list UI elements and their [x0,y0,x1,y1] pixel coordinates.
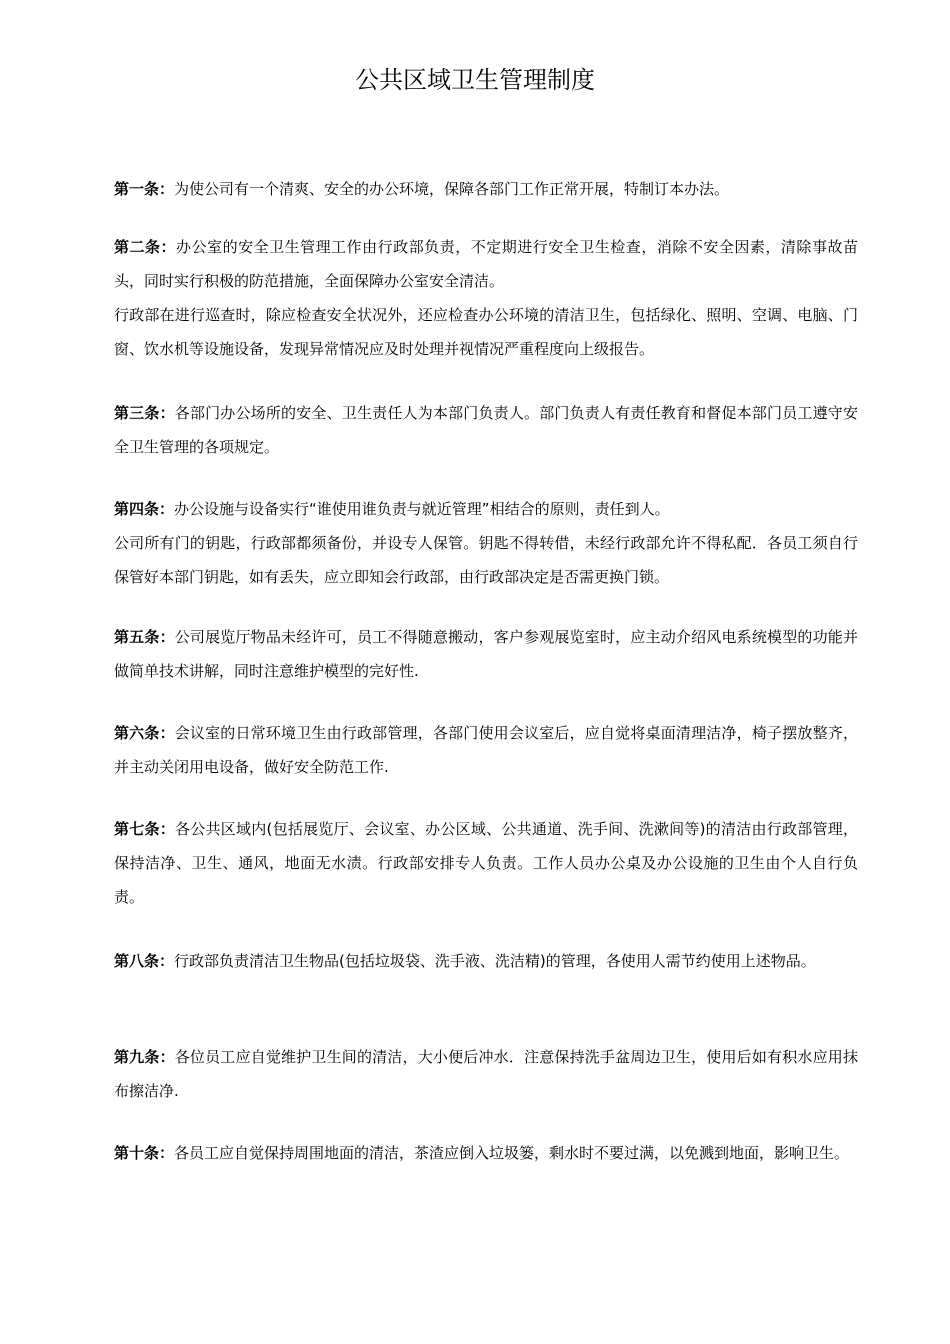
article-4 [114,492,858,594]
article-text: 行政部负责清洁卫生物品(包括垃圾袋、洗手液、洗洁精)的管理，各使用人需节约使用上述物品。 [174,952,816,970]
article-6 [114,716,858,784]
article-text: 各部门办公场所的安全、卫生责任人为本部门负责人。部门负责人有责任教育和督促本部门员工遵守安全卫生管理的各项规定。 [114,404,858,456]
article-text: 为使公司有一个清爽、安全的办公环境，保障各部门工作正常开展，特制订本办法。 [174,180,730,198]
article-separator: ： [160,238,177,256]
article-label: 第九条 [114,1048,160,1066]
article-label: 第一条 [114,180,160,198]
article-label: 第八条 [114,952,160,970]
article-text: 公司展览厅物品未经许可，员工不得随意搬动，客户参观展览室时，应主动介绍风电系统模型的功能并做简单技术讲解，同时注意维护模型的完好性. [114,628,858,680]
article-subparagraph: 行政部在进行巡查时，除应检查安全状况外，还应检查办公环境的清洁卫生，包括绿化、照明、空调、电脑、门窗、饮水机等设施设备，发现异常情况应及时处理并视情况严重程度向上级报告。 [114,306,858,358]
article-text: 各员工应自觉保持周围地面的清洁，茶渣应倒入垃圾篓，剩水时不要过满，以免溅到地面，影响卫生。 [174,1144,850,1162]
article-text: 各公共区域内(包括展览厅、会议室、办公区域、公共通道、洗手间、洗漱间等)的清洁由行政部管理，保持洁净、卫生、通风，地面无水渍。行政部安排专人负责。工作人员办公桌及办公设施的卫生由个人自行负责。 [114,820,858,906]
article-text: 办公室的安全卫生管理工作由行政部负责，不定期进行安全卫生检查，消除不安全因素，清除事故苗头，同时实行积极的防范措施，全面保障办公室安全清洁。 [114,238,858,290]
article-separator: ： [159,952,175,970]
article-text: 办公设施与设备实行“谁使用谁负责与就近管理”相结合的原则，责任到人。 [174,500,670,518]
article-separator: ： [159,404,175,422]
article-separator: ： [159,628,175,646]
page-title: 公共区域卫生管理制度 [355,66,595,94]
article-label: 第十条 [114,1144,160,1162]
article-text: 各位员工应自觉维护卫生间的清洁，大小便后冲水．注意保持洗手盆周边卫生，使用后如有积水应用抹布擦洁净. [114,1048,858,1100]
article-separator: ： [159,180,175,198]
article-label: 第三条 [114,404,160,422]
article-7 [114,812,858,914]
article-subparagraph: 公司所有门的钥匙，行政部都须备份，并设专人保管。钥匙不得转借，未经行政部允许不得私配．各员工须自行保管好本部门钥匙，如有丢失，应立即知会行政部，由行政部决定是否需更换门锁。 [114,534,858,586]
article-3 [114,396,858,464]
article-label: 第二条 [114,238,161,256]
article-10 [114,1136,858,1170]
article-text: 会议室的日常环境卫生由行政部管理，各部门使用会议室后，应自觉将桌面清理洁净，椅子摆放整齐，并主动关闭用电设备，做好安全防范工作. [114,724,858,776]
article-label: 第七条 [114,820,160,838]
article-separator: ： [159,724,175,742]
article-label: 第六条 [114,724,160,742]
article-separator: ： [159,820,176,838]
article-label: 第五条 [114,628,160,646]
article-label: 第四条 [114,500,160,518]
article-9 [114,1040,858,1108]
article-8 [114,944,858,978]
article-separator: ： [159,500,175,518]
article-separator: ： [159,1048,175,1066]
article-1 [114,172,858,206]
article-separator: ： [159,1144,175,1162]
article-5 [114,620,858,688]
article-2 [114,230,858,366]
